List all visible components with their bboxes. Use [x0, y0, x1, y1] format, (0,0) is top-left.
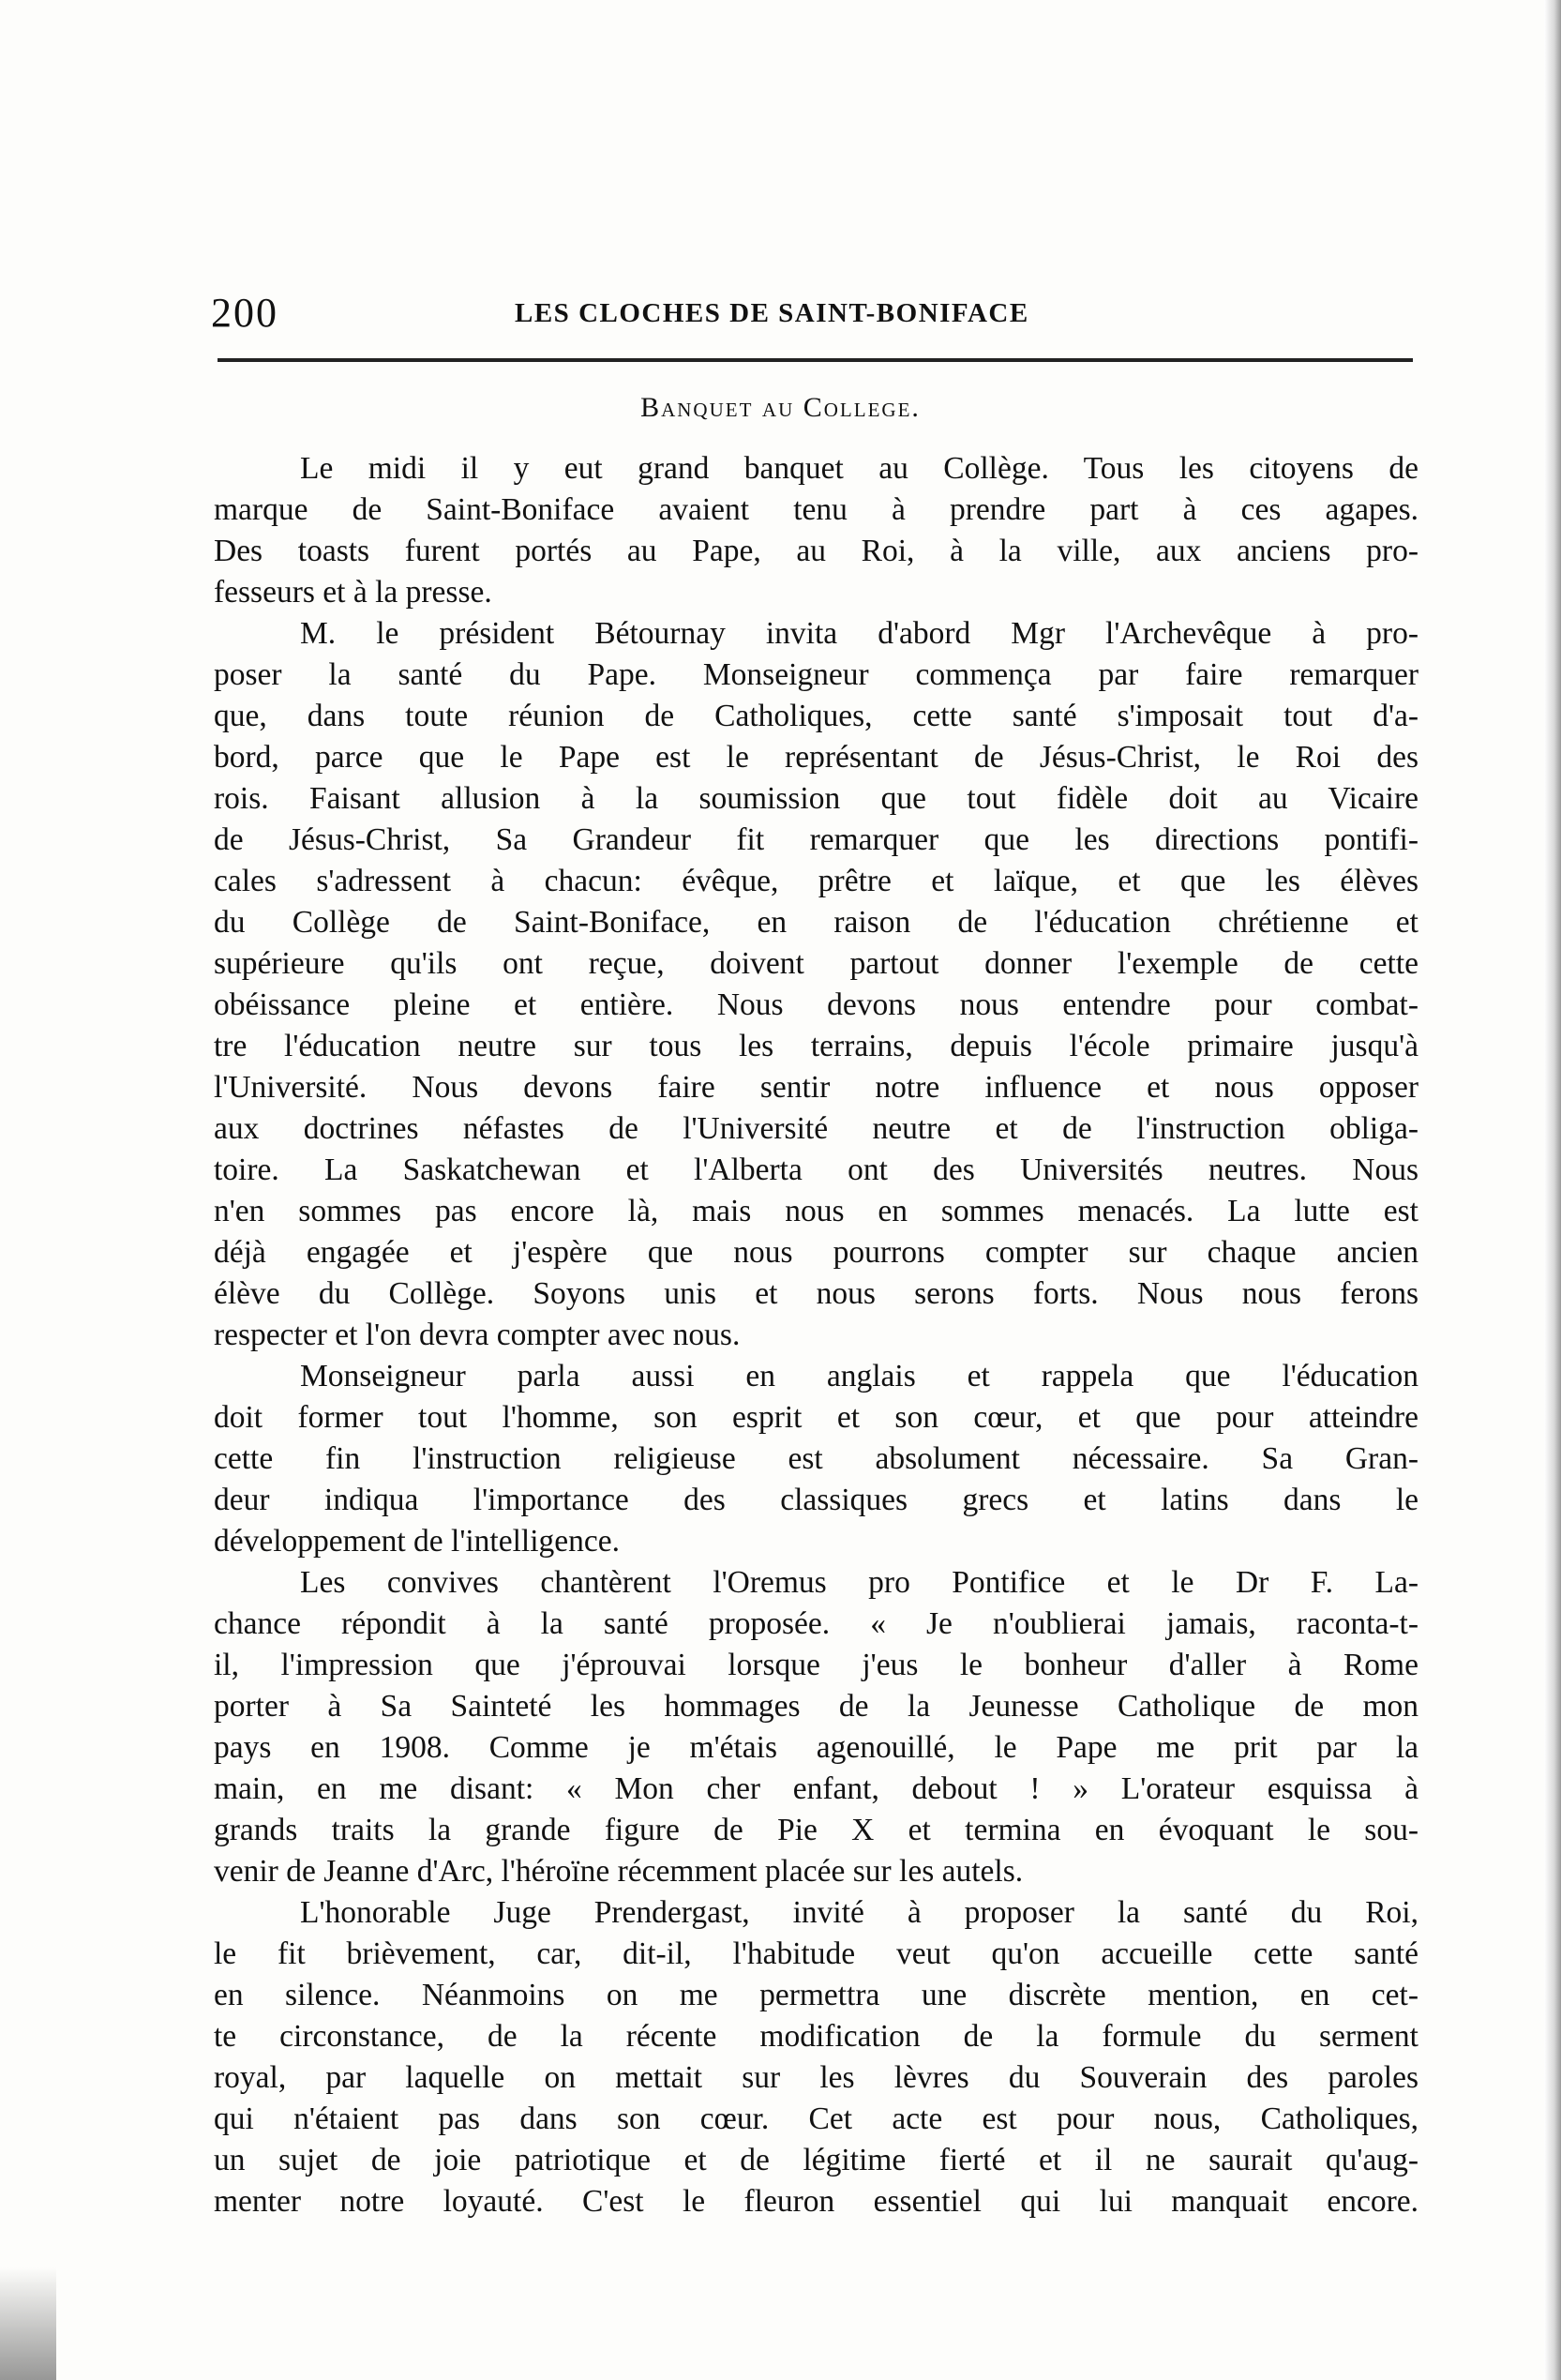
text-line: que, dans toute réunion de Catholiques, cette santé s'imposait tout d'a-: [214, 699, 1418, 733]
running-head: LES CLOCHES DE SAINT-BONIFACE: [515, 298, 1029, 328]
text-line: cette fin l'instruction religieuse est absolument nécessaire. Sa Gran-: [214, 1441, 1418, 1476]
scan-mark: [0, 2267, 56, 2380]
text-line: Des toasts furent portés au Pape, au Roi, à la ville, aux anciens pro-: [214, 534, 1418, 568]
text-line: marque de Saint-Boniface avaient tenu à prendre part à ces agapes.: [214, 492, 1418, 527]
text-line: n'en sommes pas encore là, mais nous en sommes menacés. La lutte est: [214, 1194, 1418, 1228]
text-line: porter à Sa Sainteté les hommages de la Jeunesse Catholique de mon: [214, 1689, 1418, 1724]
paragraph: [214, 448, 1418, 613]
text-line: il, l'impression que j'éprouvai lorsque j'eus le bonheur d'aller à Rome: [214, 1648, 1418, 1682]
text-line: venir de Jeanne d'Arc, l'héroïne récemment placée sur les autels.: [214, 1854, 1024, 1889]
text-line: deur indiqua l'importance des classiques grecs et latins dans le: [214, 1483, 1418, 1517]
text-line: du Collège de Saint-Boniface, en raison de l'éducation chrétienne et: [214, 905, 1418, 940]
text-line: main, en me disant: « Mon cher enfant, debout ! » L'orateur esquissa à: [214, 1771, 1418, 1806]
body-text: [214, 448, 1418, 2222]
text-line: Monseigneur parla aussi en anglais et rappela que l'éducation: [300, 1359, 1418, 1393]
header-rule: [218, 358, 1413, 362]
paragraph: [214, 1562, 1418, 1892]
text-line: déjà engagée et j'espère que nous pourrons compter sur chaque ancien: [214, 1235, 1418, 1270]
page-edge-shadow: [1544, 0, 1561, 2380]
paragraph: [214, 613, 1418, 1356]
text-line: bord, parce que le Pape est le représentant de Jésus-Christ, le Roi des: [214, 740, 1418, 775]
text-line: cales s'adressent à chacun: évêque, prêtre et laïque, et que les élèves: [214, 864, 1418, 898]
text-line: un sujet de joie patriotique et de légitime fierté et il ne saurait qu'aug-: [214, 2143, 1418, 2177]
text-line: de Jésus-Christ, Sa Grandeur fit remarquer que les directions pontifi-: [214, 822, 1418, 857]
text-line: grands traits la grande figure de Pie X et termina en évoquant le sou-: [214, 1813, 1418, 1847]
text-line: royal, par laquelle on mettait sur les lèvres du Souverain des paroles: [214, 2060, 1418, 2095]
text-line: Les convives chantèrent l'Oremus pro Pontifice et le Dr F. La-: [300, 1565, 1418, 1600]
text-line: doit former tout l'homme, son esprit et son cœur, et que pour atteindre: [214, 1400, 1418, 1435]
page-header: [211, 281, 1416, 338]
text-line: le fit brièvement, car, dit-il, l'habitude veut qu'on accueille cette santé: [214, 1936, 1418, 1971]
section-title: Banquet au College.: [640, 392, 921, 423]
text-line: fesseurs et à la presse.: [214, 575, 492, 610]
text-line: te circonstance, de la récente modification de la formule du serment: [214, 2019, 1418, 2054]
text-line: M. le président Bétournay invita d'abord Mgr l'Archevêque à pro-: [300, 616, 1418, 651]
text-line: qui n'étaient pas dans son cœur. Cet acte est pour nous, Catholiques,: [214, 2101, 1418, 2136]
text-line: aux doctrines néfastes de l'Université neutre et de l'instruction obliga-: [214, 1111, 1418, 1146]
text-line: l'Université. Nous devons faire sentir notre influence et nous opposer: [214, 1070, 1418, 1105]
text-line: menter notre loyauté. C'est le fleuron essentiel qui lui manquait encore.: [214, 2184, 1418, 2219]
paragraph: [214, 1892, 1418, 2222]
text-line: respecter et l'on devra compter avec nous.: [214, 1318, 741, 1352]
text-line: développement de l'intelligence.: [214, 1524, 620, 1559]
text-line: toire. La Saskatchewan et l'Alberta ont des Universités neutres. Nous: [214, 1152, 1418, 1187]
text-line: obéissance pleine et entière. Nous devons nous entendre pour combat-: [214, 987, 1418, 1022]
text-line: rois. Faisant allusion à la soumission que tout fidèle doit au Vicaire: [214, 781, 1418, 816]
text-line: supérieure qu'ils ont reçue, doivent partout donner l'exemple de cette: [214, 946, 1418, 981]
paragraph: [214, 1356, 1418, 1562]
text-line: L'honorable Juge Prendergast, invité à proposer la santé du Roi,: [300, 1895, 1418, 1930]
text-line: pays en 1908. Comme je m'étais agenouillé, le Pape me prit par la: [214, 1730, 1418, 1765]
text-line: chance répondit à la santé proposée. « Je n'oublierai jamais, raconta-t-: [214, 1606, 1418, 1641]
text-line: Le midi il y eut grand banquet au Collège. Tous les citoyens de: [300, 451, 1418, 486]
text-line: poser la santé du Pape. Monseigneur commença par faire remarquer: [214, 657, 1418, 692]
text-line: tre l'éducation neutre sur tous les terrains, depuis l'école primaire jusqu'à: [214, 1029, 1418, 1063]
text-line: élève du Collège. Soyons unis et nous serons forts. Nous nous ferons: [214, 1276, 1418, 1311]
text-line: en silence. Néanmoins on me permettra une discrète mention, en cet-: [214, 1978, 1418, 2012]
page-number: 200: [211, 290, 278, 336]
